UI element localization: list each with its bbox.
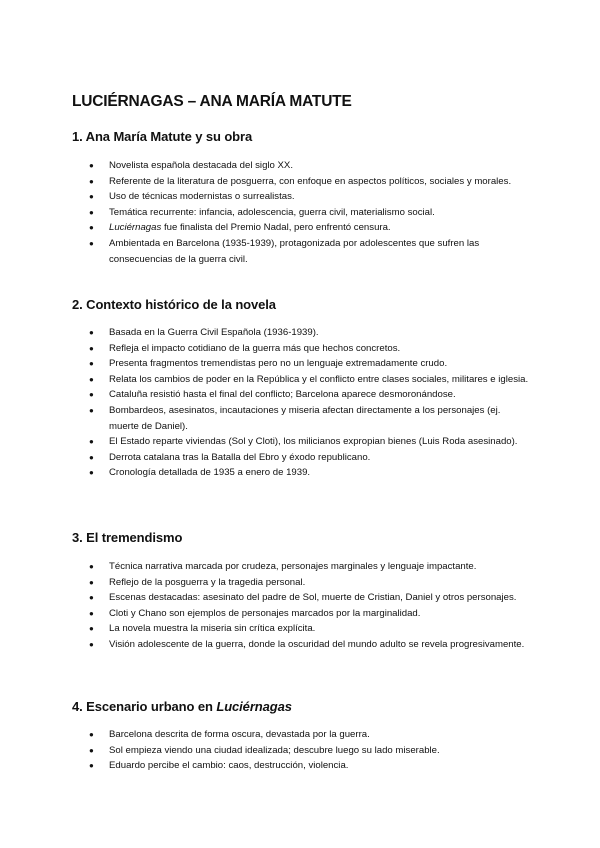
list-item: ● Presenta fragmentos tremendistas pero no un lenguaje extremadamente crudo. [72, 356, 532, 372]
list-item: ● Referente de la literatura de posguerra, con enfoque en aspectos políticos, sociales y morales. [72, 174, 532, 190]
bullet-icon: ● [89, 639, 94, 649]
bullet-icon: ● [89, 730, 94, 739]
bullet-list [72, 325, 532, 481]
list-item: ● Uso de técnicas modernistas o surrealistas. [72, 189, 532, 205]
list-item: ● Reflejo de la posguerra y la tragedia personal. [72, 575, 532, 591]
bullet-icon: ● [89, 328, 94, 337]
list-item: ● Relata los cambios de poder en la República y el conflicto entre clases sociales, militares e iglesia. [72, 372, 532, 388]
bullet-icon: ● [89, 405, 94, 415]
section-heading: 1. Ana María Matute y su obra [72, 129, 253, 144]
bullet-icon: ● [89, 223, 94, 233]
list-item: ● Barcelona descrita de forma oscura, devastada por la guerra. [72, 727, 532, 743]
bullet-icon: ● [89, 452, 94, 462]
bullet-icon: ● [89, 577, 94, 587]
list-item: ● Escenas destacadas: asesinato del padre de Sol, muerte de Cristian, Daniel y otros personajes. [72, 590, 532, 606]
bullet-icon: ● [89, 745, 94, 755]
list-item: ● Derrota catalana tras la Batalla del Ebro y éxodo republicano. [72, 450, 532, 466]
bullet-icon: ● [89, 624, 94, 634]
list-item: ● Visión adolescente de la guerra, donde la oscuridad del mundo adulto se revela progresivamente. [72, 637, 532, 653]
section-heading: 3. El tremendismo [72, 530, 183, 545]
bullet-icon: ● [89, 761, 94, 771]
bullet-icon: ● [89, 468, 94, 478]
list-item: ● Eduardo percibe el cambio: caos, destrucción, violencia. [72, 758, 532, 774]
list-item: ● La novela muestra la miseria sin crítica explícita. [72, 621, 532, 637]
bullet-icon: ● [89, 176, 94, 186]
section-author [72, 129, 532, 267]
book-title: Luciérnagas [109, 222, 162, 234]
list-item: ● Luciérnagas fue finalista del Premio Nadal, pero enfrentó censura. [72, 220, 532, 236]
list-item: ● Cronología detallada de 1935 a enero de 1939. [72, 465, 532, 481]
list-item: ● El Estado reparte viviendas (Sol y Cloti), los milicianos expropian bienes (Luis Roda asesinado). [72, 434, 532, 450]
document-title: LUCIÉRNAGAS – ANA MARÍA MATUTE [72, 93, 352, 110]
bullet-icon: ● [89, 593, 94, 603]
section-historical-context [72, 297, 532, 481]
list-item: ● Temática recurrente: infancia, adolescencia, guerra civil, materialismo social. [72, 205, 532, 221]
bullet-icon: ● [89, 608, 94, 618]
list-item: ● Sol empieza viendo una ciudad idealizada; descubre luego su lado miserable. [72, 743, 532, 759]
list-item: ● Bombardeos, asesinatos, incautaciones y miseria afectan directamente a los personajes (ej. muerte de Daniel). [89, 404, 501, 432]
section-urban-setting [72, 699, 532, 774]
section-heading: 2. Contexto histórico de la novela [72, 297, 276, 312]
bullet-icon: ● [89, 562, 94, 571]
bullet-icon: ● [89, 161, 94, 170]
bullet-list [72, 727, 532, 774]
list-item: ● Ambientada en Barcelona (1935-1939), protagonizada por adolescentes que sufren las consecuencias de la guerra civil. [89, 237, 480, 265]
bullet-list [72, 158, 532, 267]
bullet-icon: ● [89, 238, 94, 248]
bullet-icon: ● [89, 390, 94, 400]
bullet-icon: ● [89, 437, 94, 447]
bullet-list [72, 559, 532, 653]
section-heading: 4. Escenario urbano en Luciérnagas [72, 699, 292, 714]
list-item: ● Cloti y Chano son ejemplos de personajes marcados por la marginalidad. [72, 606, 532, 622]
book-title: Luciérnagas [216, 699, 292, 714]
list-item: ● Cataluña resistió hasta el final del conflicto; Barcelona aparece desmoronándose. [72, 387, 532, 403]
bullet-icon: ● [89, 374, 94, 384]
list-item: ● Basada en la Guerra Civil Española (1936-1939). [72, 325, 532, 341]
list-item: ● Técnica narrativa marcada por crudeza, personajes marginales y lenguaje impactante. [72, 559, 532, 575]
section-tremendismo [72, 530, 532, 653]
list-item: ● Novelista española destacada del siglo XX. [72, 158, 532, 174]
bullet-icon: ● [89, 207, 94, 217]
list-item: ● Refleja el impacto cotidiano de la guerra más que hechos concretos. [72, 341, 532, 357]
bullet-icon: ● [89, 343, 94, 353]
bullet-icon: ● [89, 359, 94, 369]
bullet-icon: ● [89, 192, 94, 202]
